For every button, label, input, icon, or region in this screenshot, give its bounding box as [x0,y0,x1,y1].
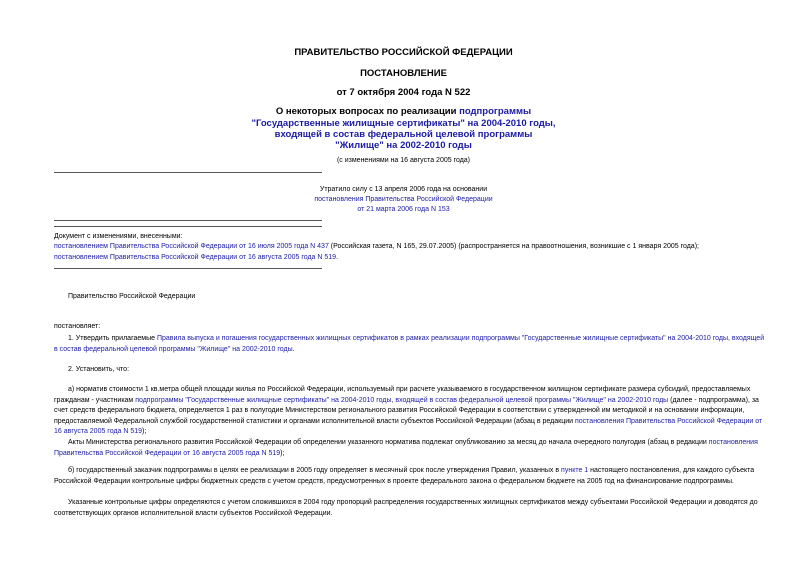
document-date-heading: от 7 октября 2004 года N 522 [336,87,471,98]
paragraph-b [54,466,769,487]
document-title-line-1 [0,106,807,117]
paragraph-2: 2. Установить, что: [68,366,130,373]
repeal-note: Утратило силу с 13 апреля 2006 года на основании [319,186,488,193]
decree-437-note: (Российская газета, N 165, 29.07.2005) (распространяется на правоотношения, возникшие с 1 января 2005 года); [328,243,699,250]
document-type-heading: ПОСТАНОВЛЕНИЕ [360,68,447,79]
pb-text-1: б) государственный заказчик подпрограммы в целях ее реализации в 2005 году определяет в месячный срок после утверждения Правил, указанных в [68,467,562,474]
paragraph-a-2 [54,438,769,459]
changes-item-1 [54,242,769,253]
pb-text-2: настоящего постановления, для каждого субъекта Российской Федерации контрольные цифры бюджетных средств с учетом средств, предусмотренных в проекте федерального закона о федеральном бюджете на 2005 год на финансирование подпрограммы. [54,467,755,485]
document-title-line-3[interactable]: входящей в состав федеральной целевой программы [274,129,533,140]
decree-519-link[interactable]: постановления Правительства Российской Федерации от 16 августа 2005 года N 519 [54,439,758,457]
separator-rule [54,172,322,173]
title-text: О некоторых вопросах по реализации [275,106,460,117]
p1-text: 1. Утвердить прилагаемые [68,335,157,342]
paragraph-c: Указанные контрольные цифры определяются с учетом сложившихся в 2004 году пропорций распределения государственных жилищных сертификатов между субъектами Российской Федерации и доводятся до соответствующих органов исполнительной власти субъектов Российской Федерации. [54,499,758,517]
subprogram-link[interactable]: подпрограммы [459,106,532,117]
point-1-link[interactable]: пункте 1 [561,467,589,474]
pa-text-1: а) норматив стоимости 1 кв.метра общей площади жилья по Российской Федерации, используемый при расчете указываемого в государственном жилищном сертификате размера субсидий, предоставляемых гражданам - участникам [54,386,751,404]
pa-text-2: (далее - подпрограмма), за счет средств федерального бюджета, определяется 1 раз в полугодие Министерством регионального развития Российской Федерации в соответствии с утвержденной им методикой и на основании информации, предоставляемой Федеральной службой государственной статистики и органами исполнительной власти субъектов Российской Федерации (абзац в редакции [54,396,759,425]
government-line: Правительство Российской Федерации [68,293,196,300]
document-title-line-2[interactable]: "Государственные жилищные сертификаты" на 2004-2010 годы, [251,118,556,129]
pa2-text-1: Акты Министерства регионального развития Российской Федерации об определении указанного норматива подлежат опубликованию за месяц до начала очередного полугодия (абзац в редакции [68,439,709,446]
decrees-line: постановляет: [54,323,101,330]
amendments-note: (с изменениями на 16 августа 2005 года) [336,157,471,164]
rules-link[interactable]: Правила выпуска и погашения государственных жилищных сертификатов в рамках реализации подпрограммы "Государственные жилищные сертификаты" на 2004-2010 годы, входящей в состав федеральной целевой программы "Жилище" на 2002-2010 годы [54,335,765,353]
separator-rule [54,226,322,227]
decree-519-link[interactable]: постановлением Правительства Российской Федерации от 16 августа 2005 года N 519 [54,254,337,261]
repeal-decree-date-link[interactable]: от 21 марта 2006 года N 153 [357,206,450,213]
punctuation: . [336,254,339,261]
decree-437-link[interactable]: постановлением Правительства Российской Федерации от 16 июля 2005 года N 437 [54,243,329,250]
separator-rule [54,220,322,221]
paragraph-1 [54,334,769,355]
pa2-text-2: ); [280,449,285,457]
paragraph-a [54,385,769,438]
pa-text-3: ); [142,428,147,435]
issuer-heading: ПРАВИТЕЛЬСТВО РОССИЙСКОЙ ФЕДЕРАЦИИ [294,47,513,58]
punctuation: . [292,345,295,353]
changes-intro: Документ с изменениями, внесенными: [54,233,183,240]
changes-item-2 [54,253,769,264]
decree-519-link[interactable]: постановления Правительства Российской Федерации от 16 августа 2005 года N 519 [54,417,763,435]
separator-rule [54,268,322,269]
document-title-line-4[interactable]: "Жилище" на 2002-2010 годы [335,140,472,151]
subprogram-link[interactable]: подпрограммы "Государственные жилищные сертификаты" на 2004-2010 годы, входящей в состав федеральной целевой программы "Жилище" на 2002-2010 годы [135,396,669,404]
repeal-decree-link[interactable]: постановления Правительства Российской Федерации [314,196,493,203]
